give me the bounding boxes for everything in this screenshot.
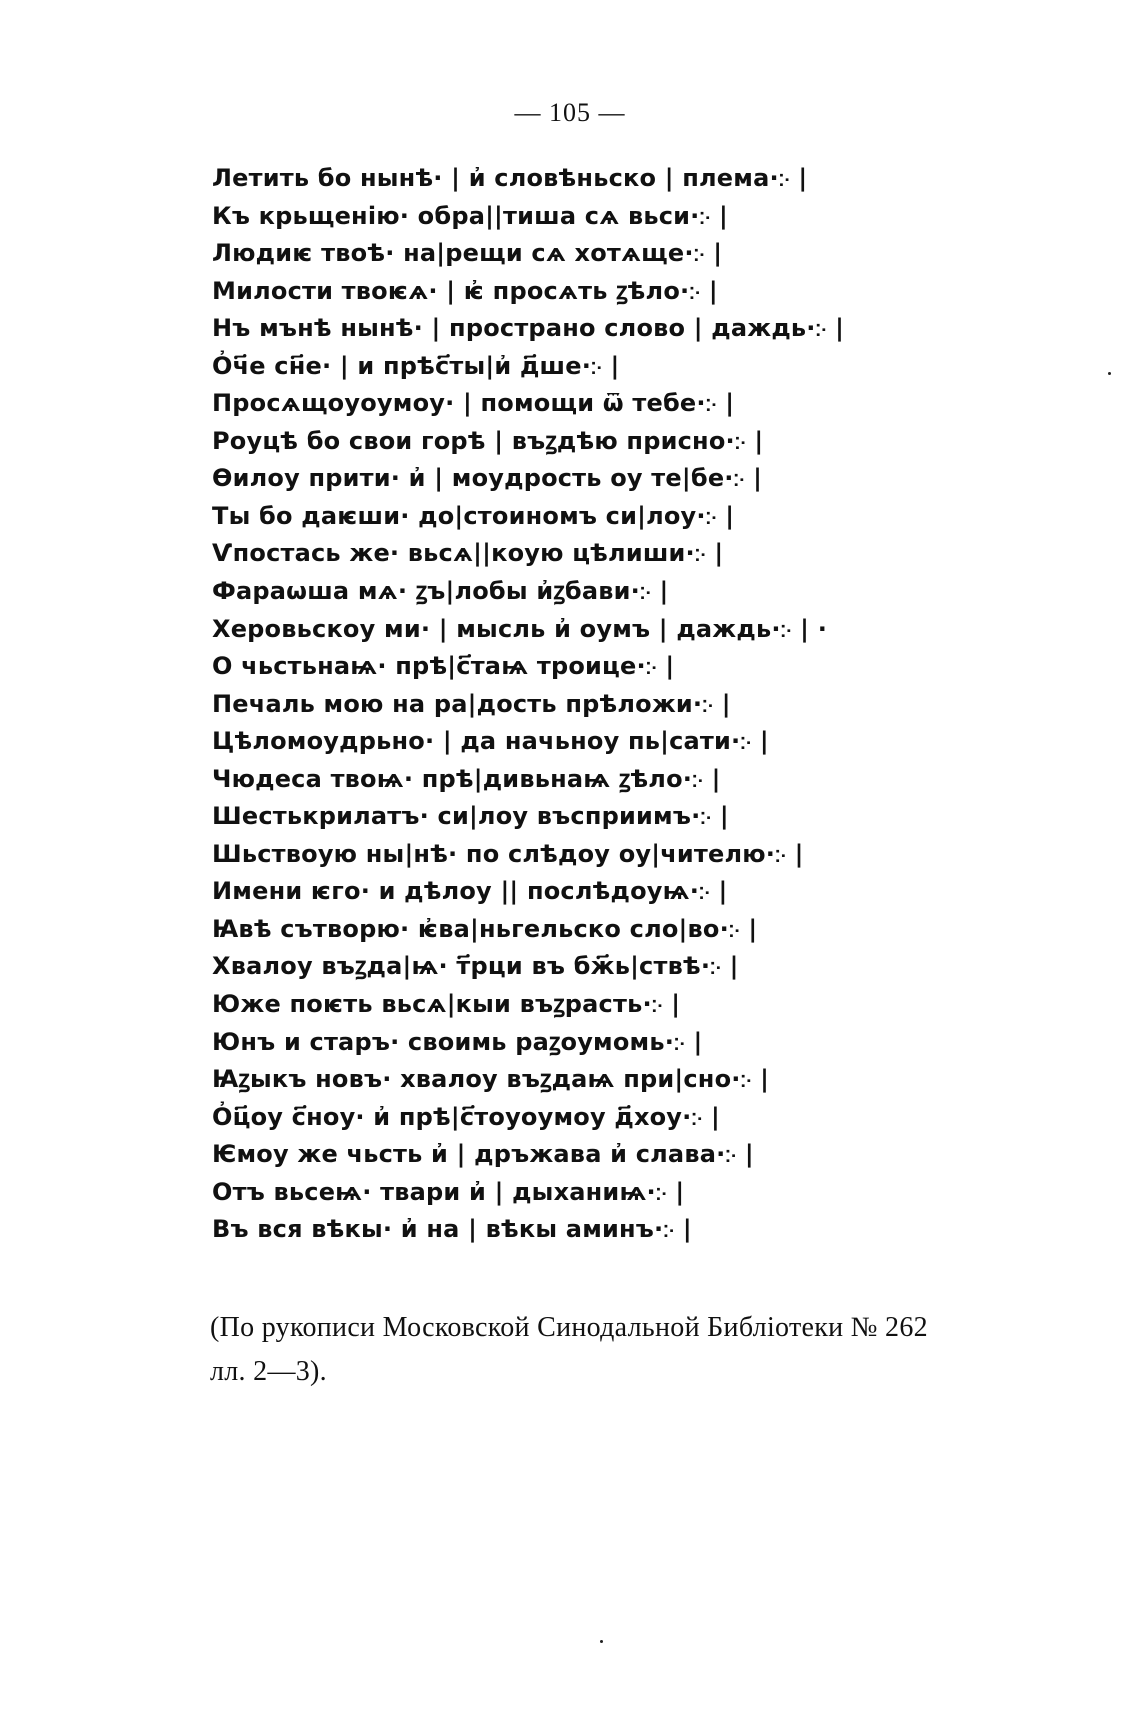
page-number: — 105 — — [514, 98, 626, 127]
verse-line: Просѧщоуоумоу· | помощи ѿ тебе·჻ | — [212, 389, 735, 418]
verse-line: Ꙗꙁыкъ новъ· хвалоу въꙁдаѩ при|сно·჻ | — [212, 1065, 770, 1094]
verse-line: Херовьскоу ми· | мысль и҆ оумъ | даждь·჻ | · — [212, 614, 828, 643]
verse-line: Чюдеса твоѩ· прѣ|дивьнаѩ ꙁѣло·჻ | — [212, 764, 721, 793]
verse-line: О҆ц҃оу с҃ноу· и҆ прѣ|с҃тоуоумоу д҃хоу·჻ | — [212, 1102, 720, 1131]
verse-line: Юнъ и старъ· своимь раꙁоумомь·჻ | — [212, 1027, 703, 1056]
source-note-line-1: (По рукописи Московской Синодальной Библіотеки № 262 — [210, 1312, 928, 1343]
source-note — [210, 1306, 970, 1394]
verse-line: Фараѡша мѧ· ꙁъ|лобы и҆ꙁбави·჻ | — [212, 577, 669, 606]
verse-list — [212, 160, 932, 1249]
verse-line: Въ вся вѣкы· и҆ на | вѣкы аминъ·჻ | — [212, 1215, 692, 1244]
verse-line: Нъ мънѣ нынѣ· | пространо слово | даждь·჻ | — [212, 314, 845, 343]
verse-line: Шьствоую ны|нѣ· по слѣдоу оу|чителю·჻ | — [212, 839, 804, 868]
print-speck — [600, 1640, 603, 1643]
verse-line: Роуцѣ бо свои горѣ | въꙁдѣю присно·჻ | — [212, 426, 764, 455]
verse-line: Юже поѥть вьсѧ|кыи въꙁрасть·჻ | — [212, 990, 681, 1019]
verse-line: Имени ѥго· и дѣлоу || послѣдоуѩ·჻ | — [212, 877, 728, 906]
verse-line: Ѵпостась же· вьсѧ||коую цѣлиши·჻ | — [212, 539, 724, 568]
verse-line: Ты бо даѥши· до|стоиномъ си|лоу·჻ | — [212, 501, 735, 530]
verse-line: Людиѥ твоѣ· на|рещи сѧ хотѧще·჻ | — [212, 239, 723, 268]
verse-line: Отъ вьсеѩ· твари и҆ | дыханиѩ·჻ | — [212, 1177, 685, 1206]
verse-line: Летить бо нынѣ· | и҆ словѣньско | плема·჻ | — [212, 164, 808, 192]
verse-line: Шестькрилатъ· си|лоу въсприимъ·჻ | — [212, 802, 729, 831]
verse-line: Хвалоу въꙁда|ѩ· т҃рци въ бж҃ь|ствѣ·჻ | — [212, 952, 739, 981]
verse-line: Печаль мою на ра|дость прѣложи·჻ | — [212, 689, 731, 718]
source-note-line-2: лл. 2—3). — [210, 1356, 327, 1387]
verse-line: О҆ч҃е сн҃е· | и прѣс҃ты|и҆ д҃ше·჻ | — [212, 351, 620, 380]
verse-line: Ѥмоу же чьсть и҆ | дръжава и҆ слава·჻ | — [212, 1140, 754, 1169]
verse-line: О чьстьнаѩ· прѣ|с҃таѩ троице·჻ | — [212, 652, 675, 681]
verse-line: Цѣломоудрьно· | да начьноу пь|сати·჻ | — [212, 727, 769, 756]
verse-line: Милости твоѥѧ· | ѥ҆ просѧть ꙁѣло·჻ | — [212, 276, 718, 305]
print-speck — [1108, 372, 1111, 375]
verse-line: Ѳилоу прити· и҆ | моудрость оу те|бе·჻ | — [212, 464, 763, 493]
verse-line: Ꙗвѣ сътворю· ѥ҆ва|ньгельско сло|во·჻ | — [212, 914, 758, 943]
verse-line: Къ крьщенію· обра||тиша сѧ вьси·჻ | — [212, 201, 728, 230]
